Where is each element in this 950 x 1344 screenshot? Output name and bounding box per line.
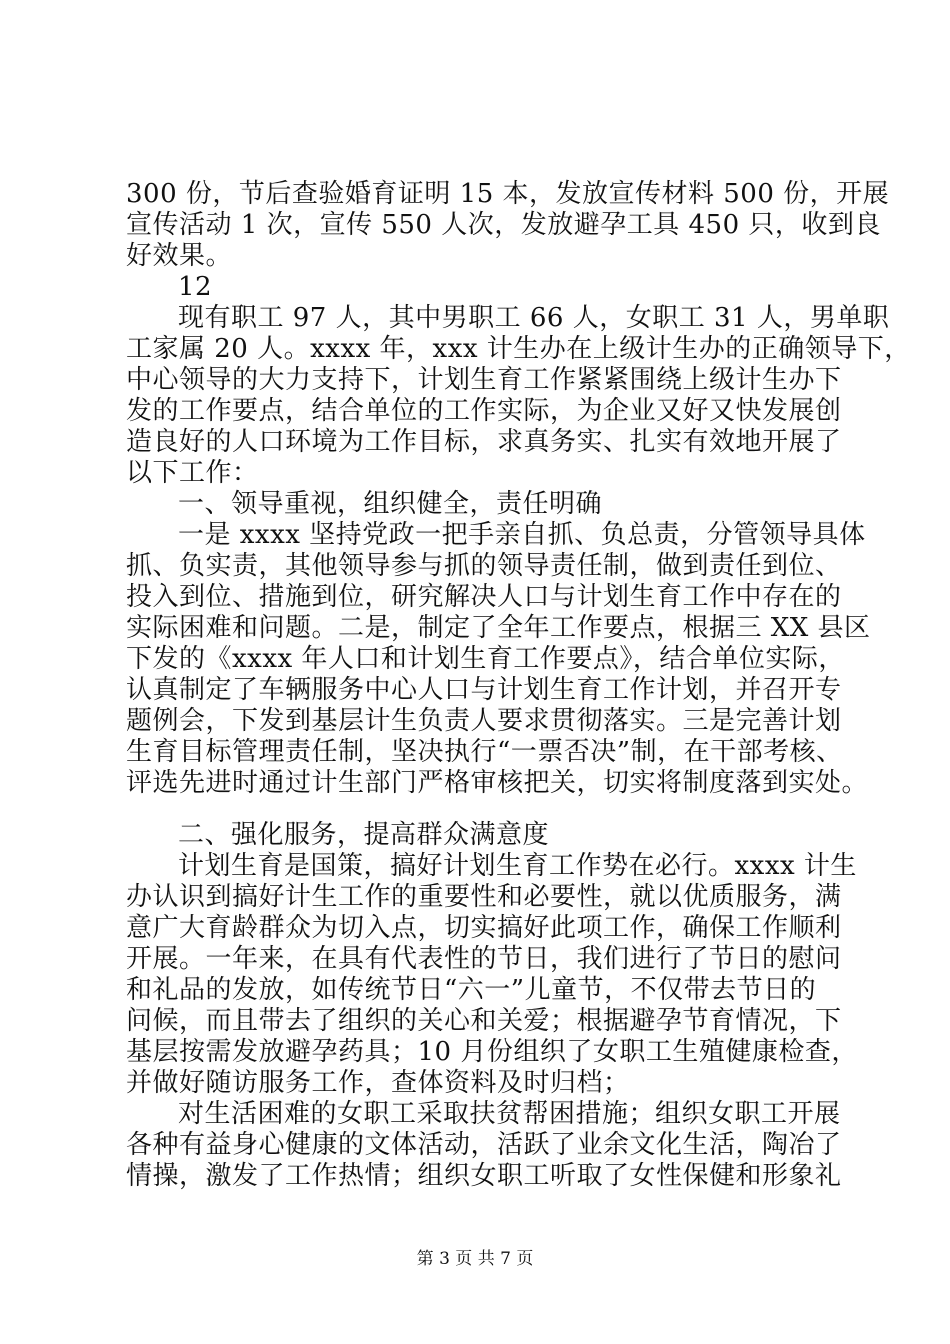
- text-line-3: 好效果。: [126, 241, 233, 271]
- text-line-10: 以下工作：: [126, 458, 259, 488]
- text-line-19: 生育目标管理责任制，坚决执行“一票否决”制，在干部考核、: [126, 737, 843, 767]
- text-line-8: 发的工作要点，结合单位的工作实际，为企业又好又快发展创: [126, 396, 842, 426]
- text-line-17: 认真制定了车辆服务中心人口与计划生育工作计划，并召开专: [126, 675, 842, 705]
- text-line-20: 评选先进时通过计生部门严格审核把关，切实将制度落到实处。: [126, 768, 869, 798]
- text-line-25: 开展。一年来，在具有代表性的节日，我们进行了节日的慰问: [126, 944, 842, 974]
- section-heading-1: 一、领导重视，组织健全，责任明确: [178, 489, 603, 519]
- text-line-23: 办认识到搞好计生工作的重要性和必要性，就以优质服务，满: [126, 882, 842, 912]
- text-line-32: 情操，激发了工作热情；组织女职工听取了女性保健和形象礼: [126, 1161, 842, 1191]
- text-line-16: 下发的《xxxx 年人口和计划生育工作要点》，结合单位实际，: [126, 644, 845, 674]
- text-line-29: 并做好随访服务工作，查体资料及时归档；: [126, 1068, 630, 1098]
- text-line-24: 意广大育龄群众为切入点，切实搞好此项工作，确保工作顺利: [126, 913, 842, 943]
- text-line-14: 投入到位、措施到位，研究解决人口与计划生育工作中存在的: [126, 582, 842, 612]
- text-line-31: 各种有益身心健康的文体活动，活跃了业余文化生活，陶冶了: [126, 1130, 842, 1160]
- text-line-1: 300 份，节后查验婚育证明 15 本，发放宣传材料 500 份，开展: [126, 179, 890, 209]
- text-line-7: 中心领导的大力支持下，计划生育工作紧紧围绕上级计生办下: [126, 365, 842, 395]
- text-line-18: 题例会，下发到基层计生负责人要求贯彻落实。三是完善计划: [126, 706, 842, 736]
- text-line-13: 抓、负实责，其他领导参与抓的领导责任制，做到责任到位、: [126, 551, 842, 581]
- text-line-30: 对生活困难的女职工采取扶贫帮困措施；组织女职工开展: [178, 1099, 841, 1129]
- page-number-footer: 第 3 页 共 7 页: [416, 1249, 534, 1269]
- text-line-15: 实际困难和问题。二是，制定了全年工作要点，根据三 XX 县区: [126, 613, 871, 643]
- text-line-28: 基层按需发放避孕药具；10 月份组织了女职工生殖健康检查，: [126, 1037, 858, 1067]
- text-line-12: 一是 xxxx 坚持党政一把手亲自抓、负总责，分管领导具体: [178, 520, 866, 550]
- text-line-22: 计划生育是国策，搞好计划生育工作势在必行。xxxx 计生: [178, 851, 857, 881]
- text-line-9: 造良好的人口环境为工作目标，求真务实、扎实有效地开展了: [126, 427, 842, 457]
- text-line-4: 12: [178, 272, 213, 302]
- text-line-6: 工家属 20 人。xxxx 年，xxx 计生办在上级计生办的正确领导下，: [126, 334, 911, 364]
- section-heading-2: 二、强化服务，提高群众满意度: [178, 820, 550, 850]
- text-line-2: 宣传活动 1 次，宣传 550 人次，发放避孕工具 450 只，收到良: [126, 210, 881, 240]
- text-line-5: 现有职工 97 人，其中男职工 66 人，女职工 31 人，男单职: [178, 303, 890, 333]
- text-line-26: 和礼品的发放，如传统节日“六一”儿童节，不仅带去节日的: [126, 975, 817, 1005]
- text-line-27: 问候，而且带去了组织的关心和关爱；根据避孕节育情况，下: [126, 1006, 842, 1036]
